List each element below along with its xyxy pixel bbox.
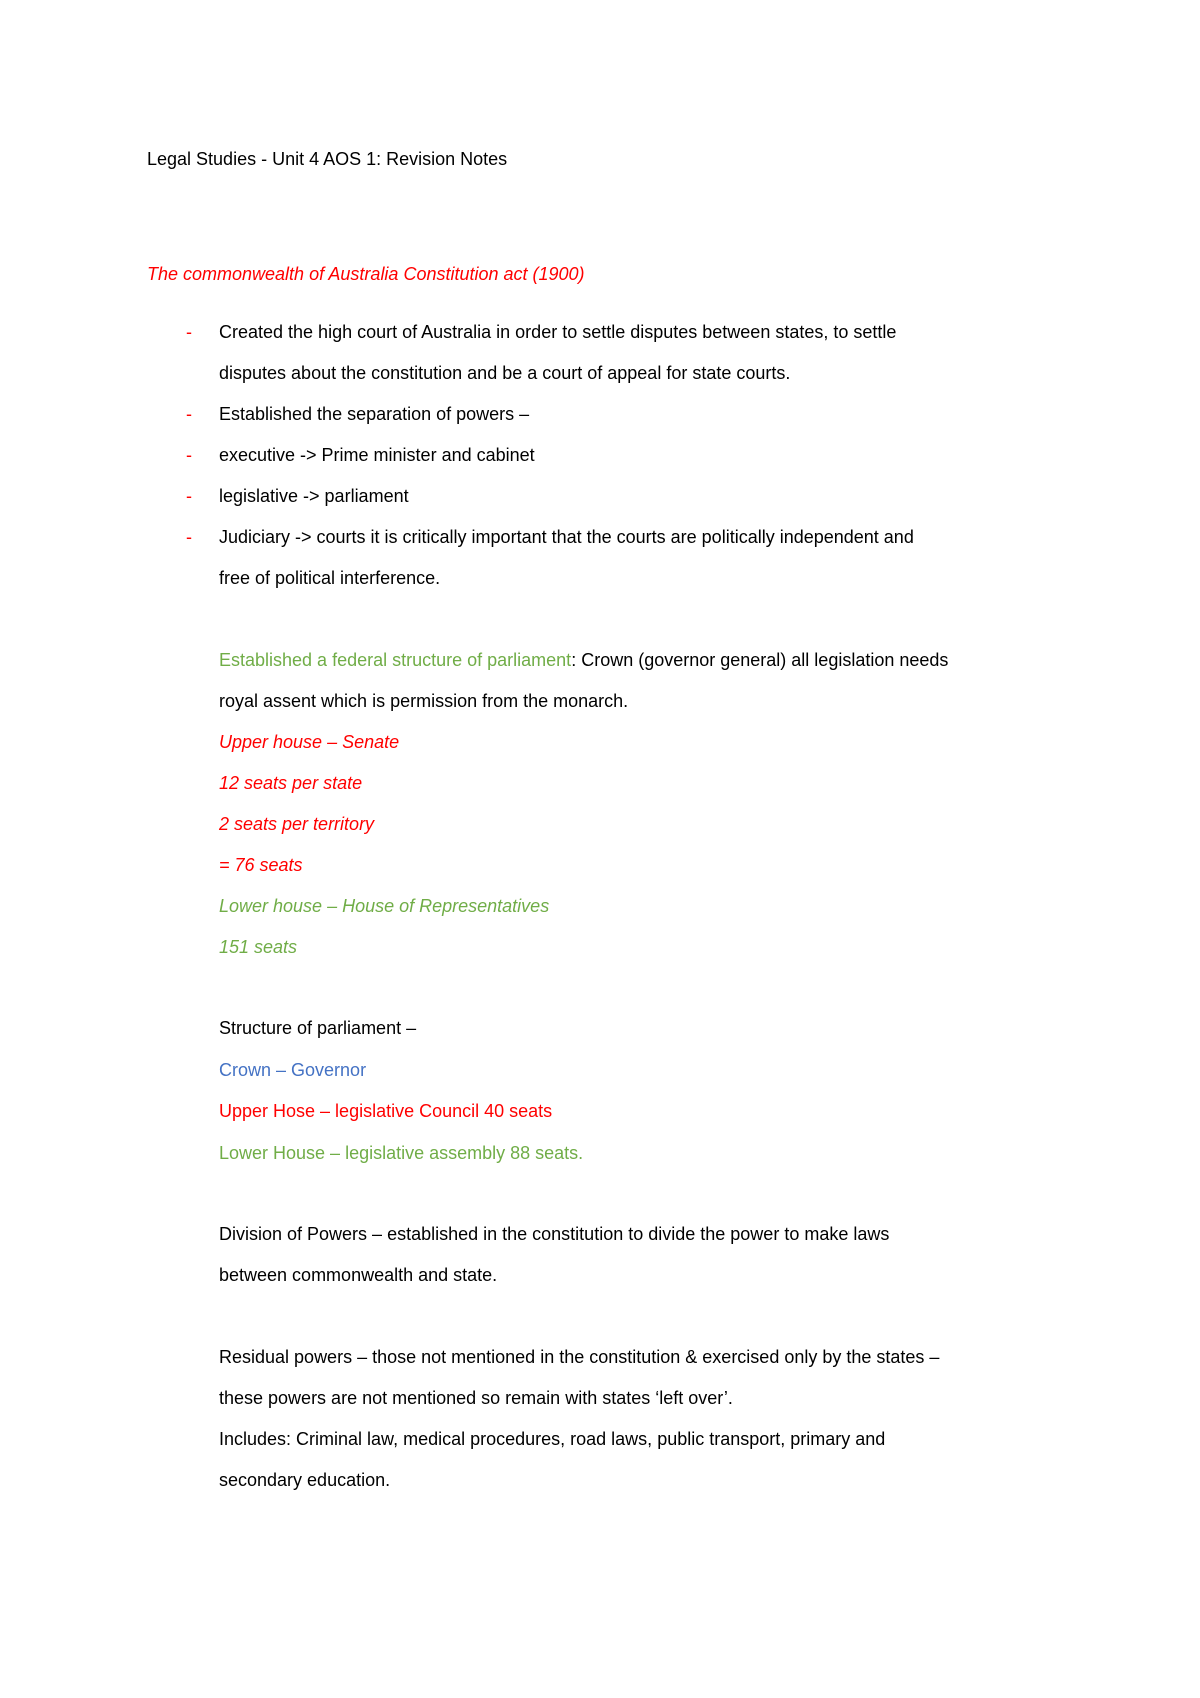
section-heading: The commonwealth of Australia Constitution act (1900) [147, 264, 585, 284]
residual-powers-includes: Includes: Criminal law, medical procedures, road laws, public transport, primary and [219, 1429, 886, 1449]
bullet-marker: - [186, 322, 192, 342]
residual-powers-text: Residual powers – those not mentioned in the constitution & exercised only by the states – [219, 1347, 940, 1367]
senate-total-seats: = 76 seats [219, 855, 303, 875]
residual-powers-text-continued: these powers are not mentioned so remain with states ‘left over’. [219, 1388, 733, 1408]
document-title: Legal Studies - Unit 4 AOS 1: Revision Notes [147, 149, 508, 169]
federal-structure-label: Established a federal structure of parliament [219, 650, 572, 670]
bullet-continuation: free of political interference. [219, 568, 441, 588]
upper-house-senate: Upper house – Senate [219, 732, 400, 752]
bullet-marker: - [186, 445, 192, 465]
federal-structure-line [219, 648, 948, 672]
lower-house-seats: 151 seats [219, 937, 298, 957]
lower-house-assembly: Lower House – legislative assembly 88 seats. [219, 1143, 584, 1163]
structure-of-parliament-heading: Structure of parliament – [219, 1018, 417, 1038]
bullet-item: Judiciary -> courts it is critically important that the courts are politically independent and [219, 527, 914, 547]
upper-house-council: Upper Hose – legislative Council 40 seats [219, 1101, 553, 1121]
seats-per-territory: 2 seats per territory [219, 814, 375, 834]
division-of-powers-text: Division of Powers – established in the constitution to divide the power to make laws [219, 1224, 890, 1244]
seats-per-state: 12 seats per state [219, 773, 363, 793]
bullet-item: Created the high court of Australia in order to settle disputes between states, to settle [219, 322, 897, 342]
federal-structure-text: Crown (governor general) all legislation needs [576, 650, 949, 670]
bullet-continuation: disputes about the constitution and be a court of appeal for state courts. [219, 363, 791, 383]
residual-powers-includes-continued: secondary education. [219, 1470, 391, 1490]
bullet-marker: - [186, 527, 192, 547]
bullet-marker: - [186, 404, 192, 424]
division-of-powers-text-continued: between commonwealth and state. [219, 1265, 498, 1285]
bullet-item: executive -> Prime minister and cabinet [219, 445, 535, 465]
federal-structure-text-continued: royal assent which is permission from the monarch. [219, 691, 629, 711]
bullet-marker: - [186, 486, 192, 506]
lower-house-representatives: Lower house – House of Representatives [219, 896, 550, 916]
bullet-item: Established the separation of powers – [219, 404, 530, 424]
federal-structure-colon: : [571, 650, 577, 670]
bullet-item: legislative -> parliament [219, 486, 409, 506]
crown-governor: Crown – Governor [219, 1060, 367, 1080]
